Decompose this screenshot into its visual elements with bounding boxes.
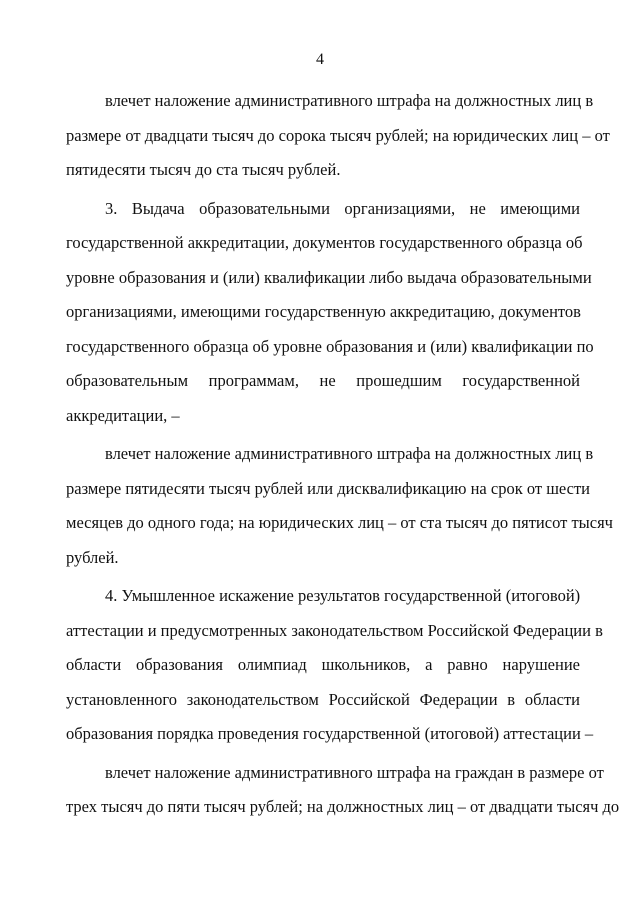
- text-line: организациями, имеющими государственную аккредитацию, документов: [66, 302, 581, 321]
- text-line: уровне образования и (или) квалификации либо выдача образовательными: [66, 267, 592, 287]
- text-line: месяцев до одного года; на юридических лиц – от ста тысяч до пятисот тысяч: [66, 513, 613, 532]
- text-line: государственной аккредитации, документов государственного образца об: [66, 233, 583, 252]
- document-body: [66, 84, 620, 825]
- text-line: установленного законодательством Российской Федерации в области: [66, 689, 580, 709]
- paragraph: [66, 192, 594, 434]
- text-line: размере пятидесяти тысяч рублей или дисквалификацию на срок от шести: [66, 478, 591, 498]
- text-line: влечет наложение административного штрафа на должностных лиц в: [105, 91, 594, 110]
- text-line: 3. Выдача образовательными организациями, не имеющими: [105, 198, 580, 218]
- text-line: образования порядка проведения государственной (итоговой) аттестации –: [66, 724, 594, 743]
- text-line: размере от двадцати тысяч до сорока тысяч рублей; на юридических лиц – от: [66, 125, 610, 145]
- text-line: рублей.: [66, 547, 119, 567]
- text-line: пятидесяти тысяч до ста тысяч рублей.: [66, 160, 341, 179]
- text-line: государственного образца об уровне образования и (или) квалификации по: [66, 336, 594, 356]
- text-line: 4. Умышленное искажение результатов государственной (итоговой): [105, 586, 581, 605]
- text-line: трех тысяч до пяти тысяч рублей; на должностных лиц – от двадцати тысяч до: [66, 797, 620, 816]
- text-line: образовательным программам, не прошедшим государственной: [66, 371, 580, 390]
- paragraph: [66, 756, 620, 825]
- page-number: 4: [316, 51, 324, 68]
- paragraph: [66, 84, 610, 188]
- text-line: аттестации и предусмотренных законодательством Российской Федерации в: [66, 620, 603, 640]
- text-line: влечет наложение административного штрафа на граждан в размере от: [105, 762, 604, 782]
- text-line: влечет наложение административного штрафа на должностных лиц в: [105, 444, 594, 463]
- paragraph: [66, 579, 603, 752]
- text-line: аккредитации, –: [66, 405, 180, 425]
- paragraph: [66, 437, 613, 575]
- text-line: области образования олимпиад школьников, а равно нарушение: [66, 655, 580, 674]
